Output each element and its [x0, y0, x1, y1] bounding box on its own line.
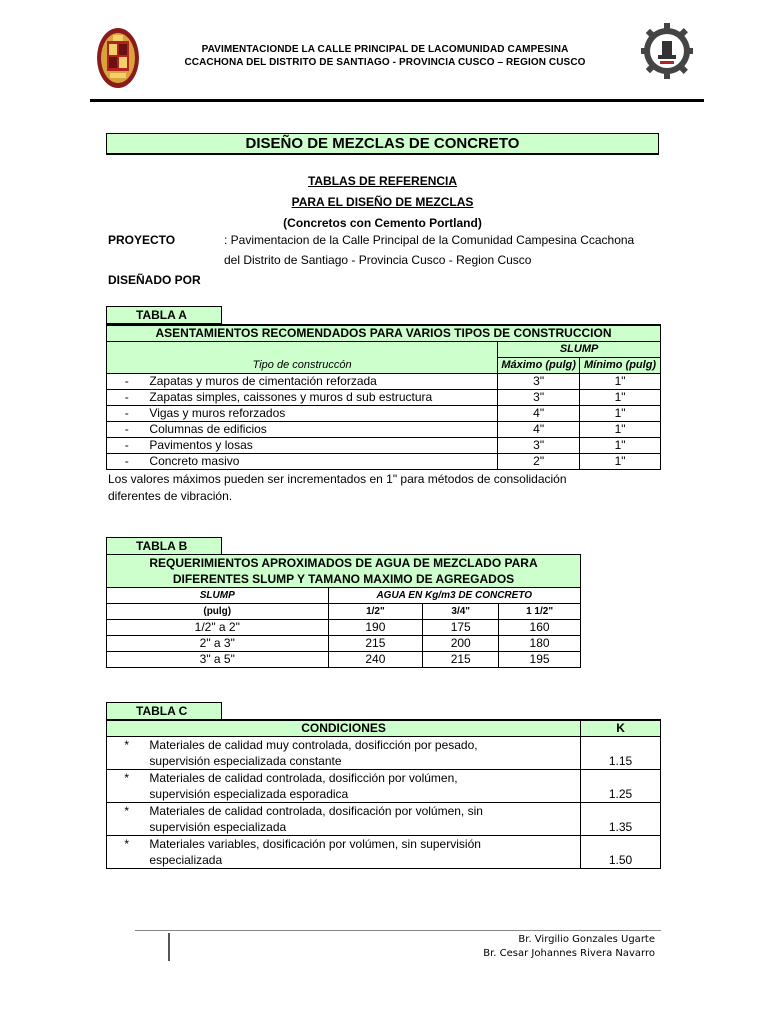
table-c-condition-line-2: supervisión especializada esporadica [149, 787, 349, 801]
table-b-mixing-water [106, 554, 581, 668]
table-c-bullet: * [107, 737, 147, 770]
table-c-k-value: 1.35 [581, 803, 661, 836]
table-c-condition-line-2: especializada [149, 853, 223, 867]
table-c-conditions [106, 719, 661, 869]
table-b-water-value: 215 [328, 636, 423, 652]
footer-author-2: Br. Cesar Johannes Rivera Navarro [483, 948, 655, 959]
table-b-unit-header: (pulg) [107, 604, 329, 620]
table-b-size-header: 1/2" [328, 604, 423, 620]
table-c-condition [146, 836, 580, 869]
table-a-bullet: - [107, 438, 147, 454]
table-b-water-value: 215 [423, 652, 499, 668]
table-row [107, 836, 661, 869]
table-b-water-value: 195 [499, 652, 581, 668]
subtitle-mix-design: PARA EL DISEÑO DE MEZCLAS [291, 195, 474, 209]
table-a-min-slump: 1" [580, 390, 661, 406]
table-row [107, 770, 661, 803]
table-row [107, 406, 661, 422]
table-b-water-value: 240 [328, 652, 423, 668]
table-b-size-header: 3/4" [423, 604, 499, 620]
table-c-condition-line-2: supervisión especializada [149, 820, 287, 834]
table-a-min-header: Mínimo (pulg) [580, 358, 661, 374]
table-b-slump-range: 1/2" a 2" [107, 620, 329, 636]
table-a-max-slump: 4" [498, 406, 580, 422]
table-b-water-value: 160 [499, 620, 581, 636]
designed-by-label: DISEÑADO POR [108, 273, 201, 287]
table-a-bullet: - [107, 374, 147, 390]
project-value-line-1: : Pavimentacion de la Calle Principal de la Comunidad Campesina Ccachona [224, 233, 635, 247]
table-a-max-slump: 3" [498, 374, 580, 390]
table-b-title-line-1: REQUERIMIENTOS APROXIMADOS DE AGUA DE MEZCLADO PARA [149, 556, 538, 570]
table-a-min-slump: 1" [580, 454, 661, 470]
table-a-min-slump: 1" [580, 438, 661, 454]
table-a-tab: TABLA A [106, 306, 222, 324]
table-row [107, 438, 661, 454]
table-a-bullet: - [107, 390, 147, 406]
table-a-construction-type: Vigas y muros reforzados [146, 406, 497, 422]
table-c-condition [146, 737, 580, 770]
table-row [107, 374, 661, 390]
table-c-bullet: * [107, 836, 147, 869]
table-c-condition-line-2: supervisión especializada constante [149, 754, 342, 768]
table-a-slump [106, 324, 661, 470]
table-row [107, 620, 581, 636]
table-a-slump-header: SLUMP [498, 342, 661, 358]
table-b-water-value: 180 [499, 636, 581, 652]
footer-author-1: Br. Virgilio Gonzales Ugarte [518, 934, 655, 945]
table-b-water-header: AGUA EN Kg/m3 DE CONCRETO [328, 588, 581, 604]
project-value-line-2: del Distrito de Santiago - Provincia Cusco - Region Cusco [224, 253, 532, 267]
table-c-k-value: 1.50 [581, 836, 661, 869]
table-row [107, 390, 661, 406]
table-row [107, 636, 581, 652]
table-c-condition-line-1: Materiales de calidad controlada, dosificación por volúmen, sin [149, 804, 483, 818]
table-c-k-header: K [581, 720, 661, 737]
university-crest-logo [96, 27, 140, 89]
table-a-bullet: - [107, 422, 147, 438]
table-a-bullet: - [107, 406, 147, 422]
table-a-construction-type: Zapatas y muros de cimentación reforzada [146, 374, 497, 390]
table-a-max-slump: 2" [498, 454, 580, 470]
table-b-water-value: 200 [423, 636, 499, 652]
table-c-condition [146, 770, 580, 803]
table-a-max-slump: 4" [498, 422, 580, 438]
table-b-water-value: 175 [423, 620, 499, 636]
project-label: PROYECTO [108, 233, 176, 247]
table-c-tab: TABLA C [106, 702, 222, 720]
civil-engineering-gear-logo [640, 22, 694, 80]
table-b-size-header: 1 1/2" [499, 604, 581, 620]
table-row [107, 422, 661, 438]
table-a-note-line-1: Los valores máximos pueden ser incrementados en 1" para métodos de consolidación [108, 472, 567, 486]
table-a-min-slump: 1" [580, 406, 661, 422]
table-b-slump-range: 2" a 3" [107, 636, 329, 652]
table-a-min-slump: 1" [580, 374, 661, 390]
table-c-condition-line-1: Materiales de calidad muy controlada, dosificción por pesado, [149, 738, 478, 752]
project-header-line-1: PAVIMENTACIONDE LA CALLE PRINCIPAL DE LACOMUNIDAD CAMPESINA [201, 44, 569, 55]
table-c-condition [146, 803, 580, 836]
table-c-k-value: 1.25 [581, 770, 661, 803]
table-b-tab: TABLA B [106, 537, 222, 555]
table-a-max-slump: 3" [498, 390, 580, 406]
table-c-condition-line-1: Materiales de calidad controlada, dosificción por volúmen, [149, 771, 458, 785]
table-a-max-slump: 3" [498, 438, 580, 454]
table-row [107, 737, 661, 770]
table-b-title [107, 555, 581, 588]
project-header-line-2: CCACHONA DEL DISTRITO DE SANTIAGO - PROVINCIA CUSCO – REGION CUSCO [184, 57, 586, 68]
header-divider [90, 99, 704, 102]
table-a-max-header: Máximo (pulg) [498, 358, 580, 374]
footer-vertical-bar [168, 933, 170, 961]
table-c-bullet: * [107, 803, 147, 836]
table-row [107, 652, 581, 668]
footer-divider [135, 930, 661, 931]
table-c-k-value: 1.15 [581, 737, 661, 770]
table-a-min-slump: 1" [580, 422, 661, 438]
table-row [107, 803, 661, 836]
subtitle-reference-tables: TABLAS DE REFERENCIA [307, 174, 458, 188]
table-c-bullet: * [107, 770, 147, 803]
table-c-conditions-header: CONDICIONES [107, 720, 581, 737]
table-b-title-line-2: DIFERENTES SLUMP Y TAMANO MAXIMO DE AGREGADOS [172, 572, 515, 586]
table-a-construction-type: Concreto masivo [146, 454, 497, 470]
table-row [107, 454, 661, 470]
subtitle-portland-cement: (Concretos con Cemento Portland) [283, 216, 482, 230]
table-b-water-value: 190 [328, 620, 423, 636]
table-a-bullet: - [107, 454, 147, 470]
table-b-slump-range: 3" a 5" [107, 652, 329, 668]
table-a-construction-type: Zapatas simples, caissones y muros d sub estructura [146, 390, 497, 406]
table-a-construction-type: Columnas de edificios [146, 422, 497, 438]
table-a-type-header: Tipo de construccón [107, 342, 498, 374]
page-title: DISEÑO DE MEZCLAS DE CONCRETO [106, 133, 659, 155]
table-a-title: ASENTAMIENTOS RECOMENDADOS PARA VARIOS TIPOS DE CONSTRUCCION [107, 325, 661, 342]
table-c-condition-line-1: Materiales variables, dosificación por volúmen, sin supervisión [149, 837, 481, 851]
table-b-slump-header: SLUMP [107, 588, 329, 604]
table-a-construction-type: Pavimentos y losas [146, 438, 497, 454]
table-a-note-line-2: diferentes de vibración. [108, 489, 233, 503]
